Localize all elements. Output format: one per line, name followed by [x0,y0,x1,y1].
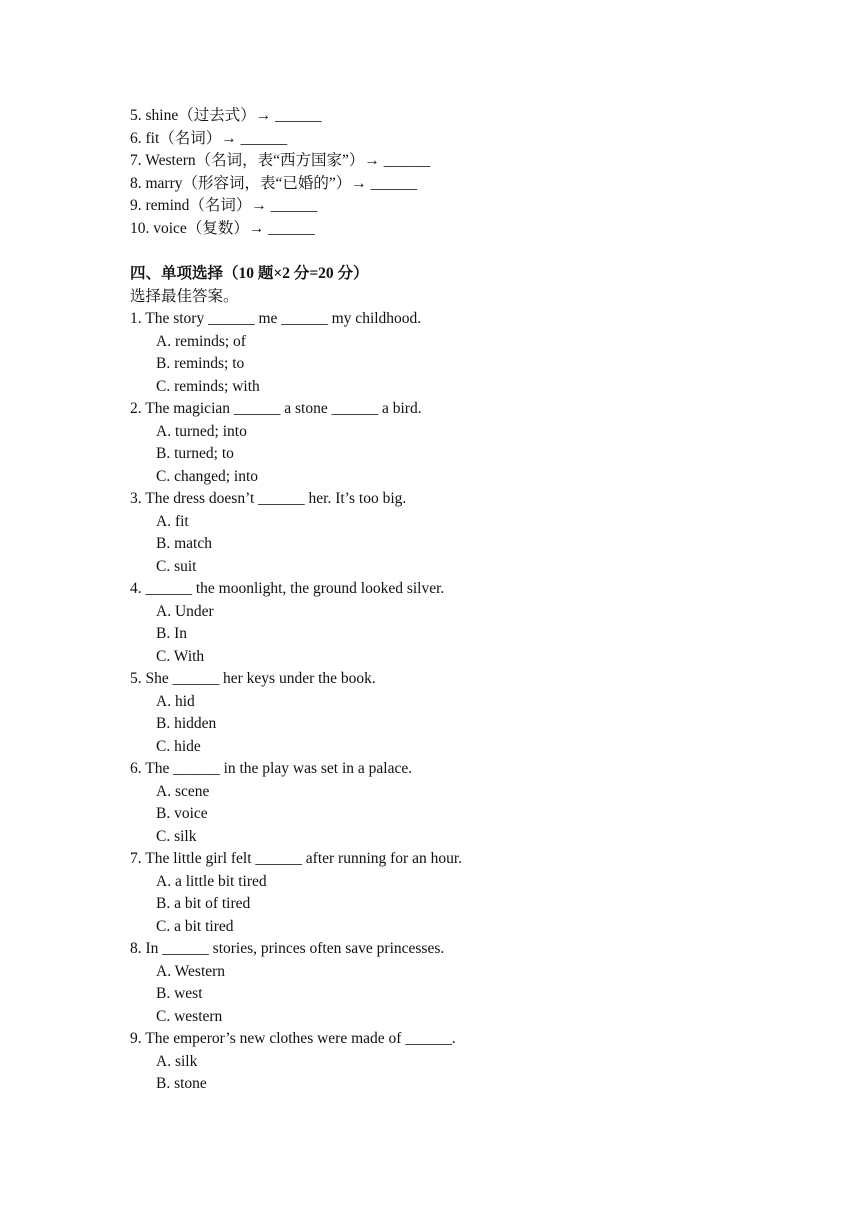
option-item: C. suit [156,558,197,575]
option-item: B. voice [156,805,208,822]
word-form-item: 5. shine（过去式）→ ______ [130,107,322,124]
option-item: A. a little bit tired [156,873,267,890]
option-item: B. In [156,625,187,642]
word-form-item: 9. remind（名词）→ ______ [130,197,318,214]
question-text: 1. The story ______ me ______ my childhood. [130,310,422,327]
option-item: C. silk [156,828,197,845]
option-item: A. fit [156,513,189,530]
option-item: C. changed; into [156,468,259,485]
option-item: A. Under [156,603,214,620]
option-item: B. west [156,985,203,1002]
question-text: 2. The magician ______ a stone ______ a bird. [130,400,422,417]
option-item: A. scene [156,783,210,800]
option-item: C. hide [156,738,201,755]
option-item: C. With [156,648,205,665]
section-heading: 四、单项选择（10 题×2 分=20 分） [130,265,369,282]
option-item: A. turned; into [156,423,247,440]
option-item: A. hid [156,693,195,710]
question-text: 3. The dress doesn’t ______ her. It’s too big. [130,490,407,507]
question-text: 5. She ______ her keys under the book. [130,670,376,687]
question-text: 9. The emperor’s new clothes were made of ______. [130,1030,456,1047]
option-item: B. hidden [156,715,217,732]
option-item: B. turned; to [156,445,234,462]
word-form-item: 7. Western（名词，表“西方国家”）→ ______ [130,152,431,169]
option-item: C. western [156,1008,223,1025]
question-text: 6. The ______ in the play was set in a palace. [130,760,413,777]
option-item: B. reminds; to [156,355,245,372]
option-item: C. a bit tired [156,918,234,935]
word-form-item: 6. fit（名词）→ ______ [130,130,288,147]
option-item: C. reminds; with [156,378,260,395]
question-text: 7. The little girl felt ______ after running for an hour. [130,850,463,867]
option-item: B. a bit of tired [156,895,251,912]
question-text: 8. In ______ stories, princes often save princesses. [130,940,445,957]
word-form-item: 8. marry（形容词，表“已婚的”）→ ______ [130,175,418,192]
option-item: B. match [156,535,212,552]
option-item: A. silk [156,1053,198,1070]
option-item: A. reminds; of [156,333,246,350]
option-item: B. stone [156,1075,207,1092]
question-text: 4. ______ the moonlight, the ground looked silver. [130,580,445,597]
word-form-item: 10. voice（复数）→ ______ [130,220,315,237]
option-item: A. Western [156,963,226,980]
section-instruction: 选择最佳答案。 [130,288,239,305]
